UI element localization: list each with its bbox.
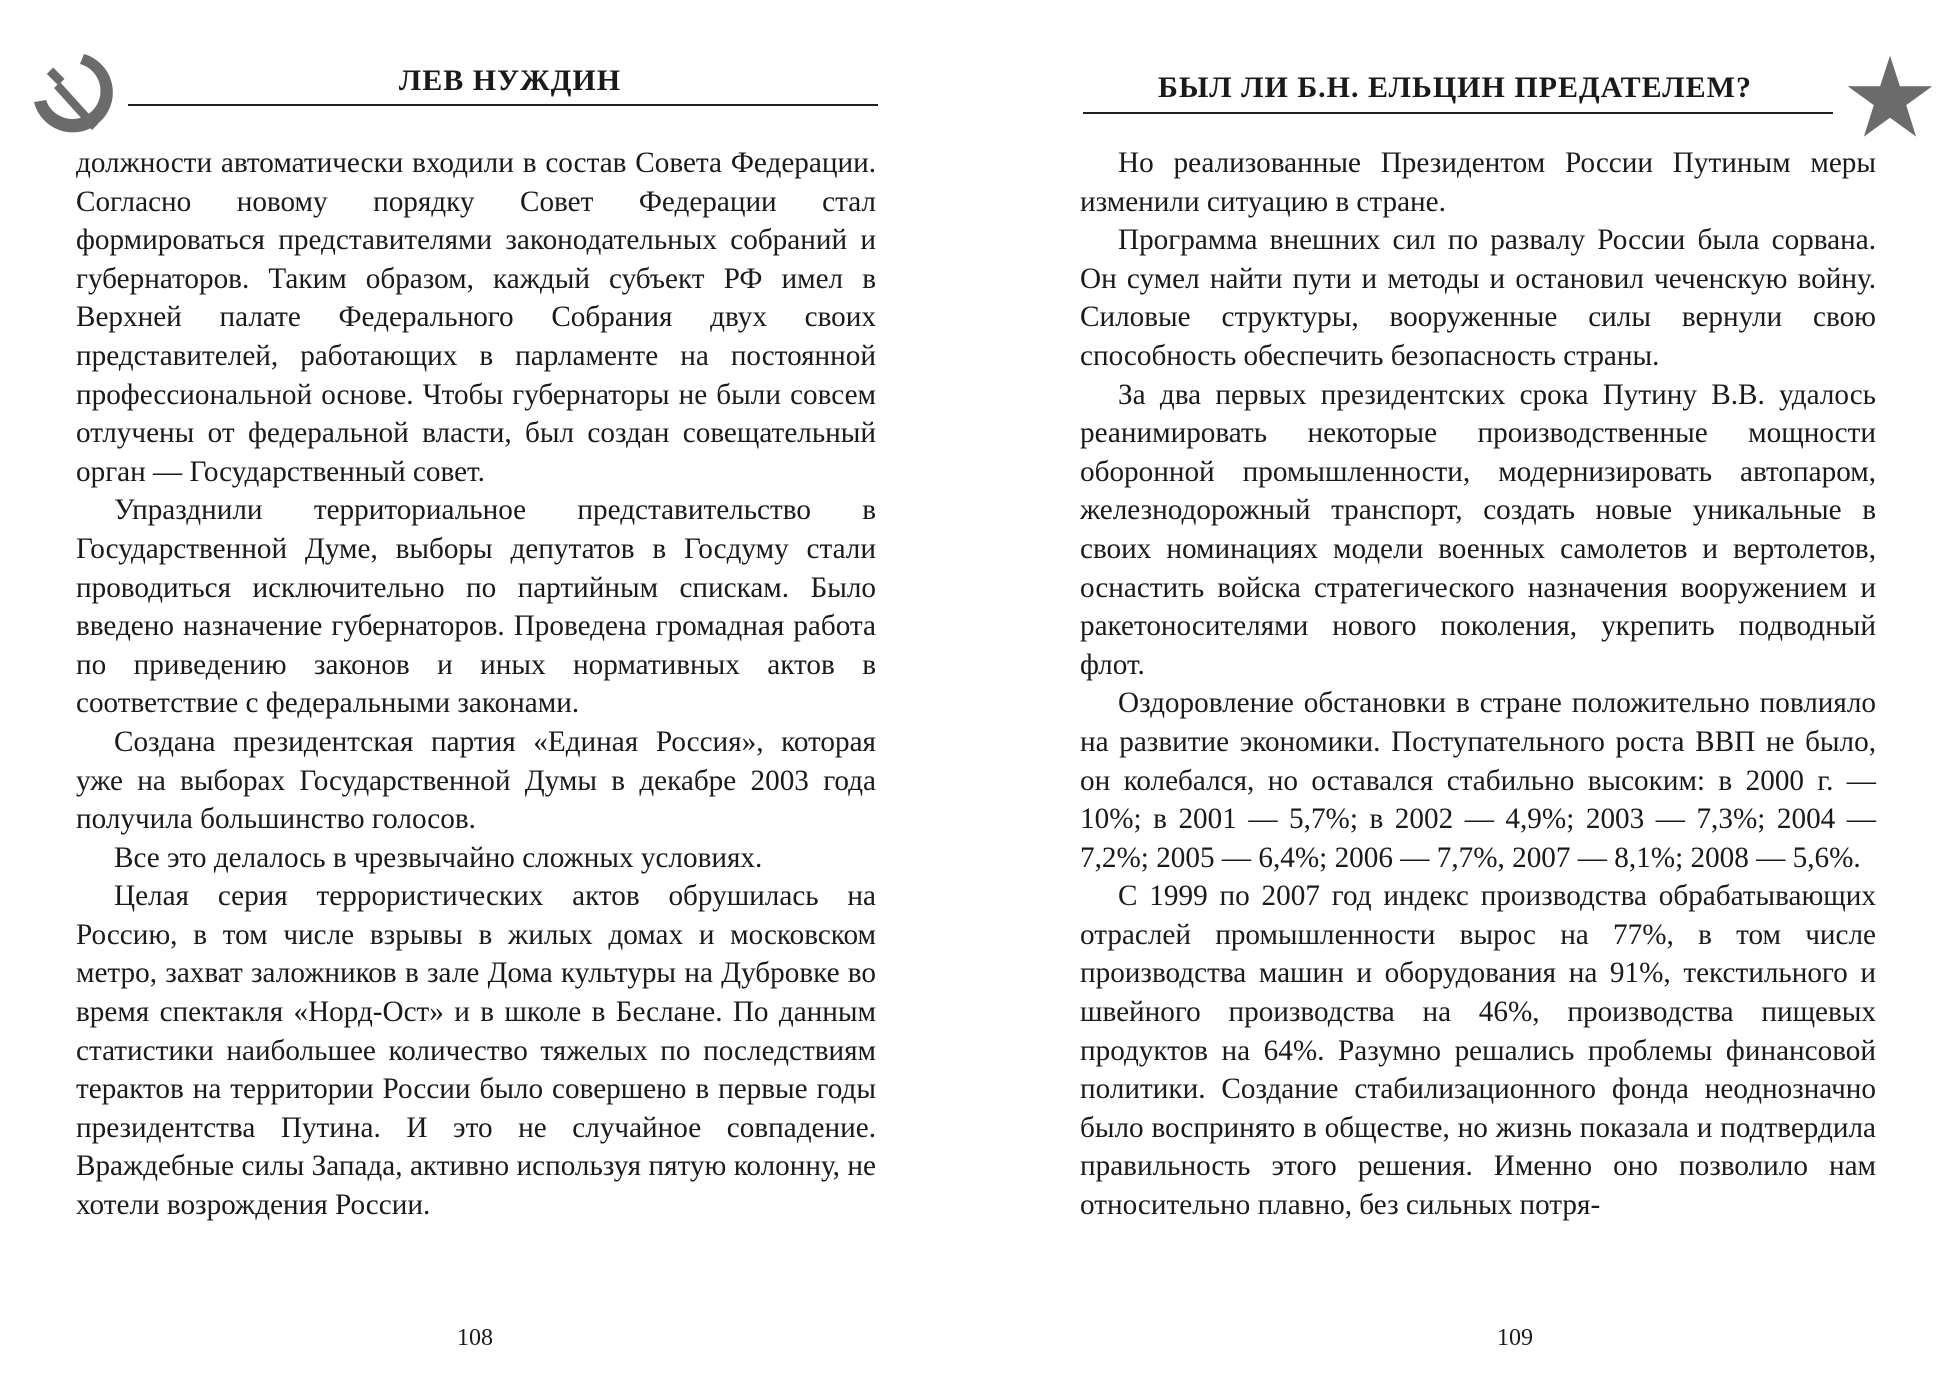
paragraph: Все это делалось в чрезвычайно сложных условиях. (114, 841, 763, 874)
running-head: БЫЛ ЛИ Б.Н. ЕЛЬЦИН ПРЕДАТЕЛЕМ? (1158, 71, 1752, 104)
body-text (76, 144, 876, 1225)
page-number: 108 (457, 1325, 493, 1351)
star-icon (1845, 52, 1935, 142)
paragraph: должности автоматически входили в состав Совета Федерации. Согласно новому порядку Совет Федерации стал формироваться представителями законодательных собраний и губернаторов. Таким образом, каждый субъект РФ имел в Верхней палате Федерального Собрания двух своих представителей, работающих в парламенте на постоянной профессиональной основе. Чтобы губернаторы не были совсем отлучены от федеральной власти, был создан совещательный орган — Государственный совет. (76, 147, 876, 488)
running-head: ЛЕВ НУЖДИН (398, 64, 622, 97)
paragraph: Упразднили территориальное представительство в Государственной Думе, выборы депутатов в Госдуму стали проводиться исключительно по партийным спискам. Было введено назначение губернаторов. Проведена громадная работа по приведению законов и иных нормативных актов в соответствие с федеральными законами. (76, 494, 876, 720)
paragraph: За два первых президентских срока Путину В.В. удалось реанимировать некоторые производственные мощности оборонной промышленности, модернизировать автопаром, железнодорожный транспорт, создать новые уникальные в своих номинациях модели военных самолетов и вертолетов, оснастить войска стратегического назначения вооружением и ракетоносителями нового поколения, укрепить подводный флот. (1080, 378, 1876, 681)
paragraph: Оздоровление обстановки в стране положительно повлияло на развитие экономики. Поступательного роста ВВП не было, он колебался, но оставался стабильно высоким: в 2000 г. — 10%; в 2001 — 5,7%; в 2002 — 4,9%; 2003 — 7,3%; 2004 — 7,2%; 2005 — 6,4%; 2006 — 7,7%, 2007 — 8,1%; 2008 — 5,6%. (1080, 687, 1876, 874)
page-number: 109 (1497, 1325, 1533, 1351)
body-text (1080, 144, 1876, 1225)
paragraph: С 1999 по 2007 год индекс производства обрабатывающих отраслей промышленности вырос на 77%, в том числе производства машин и оборудования на 91%, текстильного и швейного производства на 46%, производства пищевых продуктов на 64%. Разумно решались проблемы финансовой политики. Создание стабилизационного фонда неоднозначно было воспринято в обществе, но жизнь показала и подтвердила правильность этого решения. Именно оно позволило нам относительно плавно, без сильных потря- (1080, 880, 1876, 1222)
right-page (975, 0, 1950, 1374)
paragraph: Создана президентская партия «Единая Россия», которая уже на выборах Государственной Думы в декабре 2003 года получила большинство голосов. (76, 725, 876, 836)
hammer-and-sickle-icon (22, 42, 122, 142)
header-rule (128, 104, 878, 106)
paragraph: Программа внешних сил по развалу России была сорвана. Он сумел найти пути и методы и остановил чеченскую войну. Силовые структуры, вооруженные силы вернули свою способность обеспечить безопасность страны. (1080, 224, 1876, 372)
paragraph: Целая серия террористических актов обрушилась на Россию, в том числе взрывы в жилых домах и московском метро, захват заложников в зале Дома культуры на Дубровке во время спектакля «Норд-Ост» и в школе в Беслане. По данным статистики наибольшее количество тяжелых по последствиям терактов на территории России было совершено в первые годы президентства Путина. И это не случайное совпадение. Враждебные силы Запада, активно используя пятую колонну, не хотели возрождения России. (76, 880, 876, 1222)
header-rule (1083, 112, 1833, 114)
paragraph: Но реализованные Президентом России Путиным меры изменили ситуацию в стране. (1080, 147, 1876, 218)
